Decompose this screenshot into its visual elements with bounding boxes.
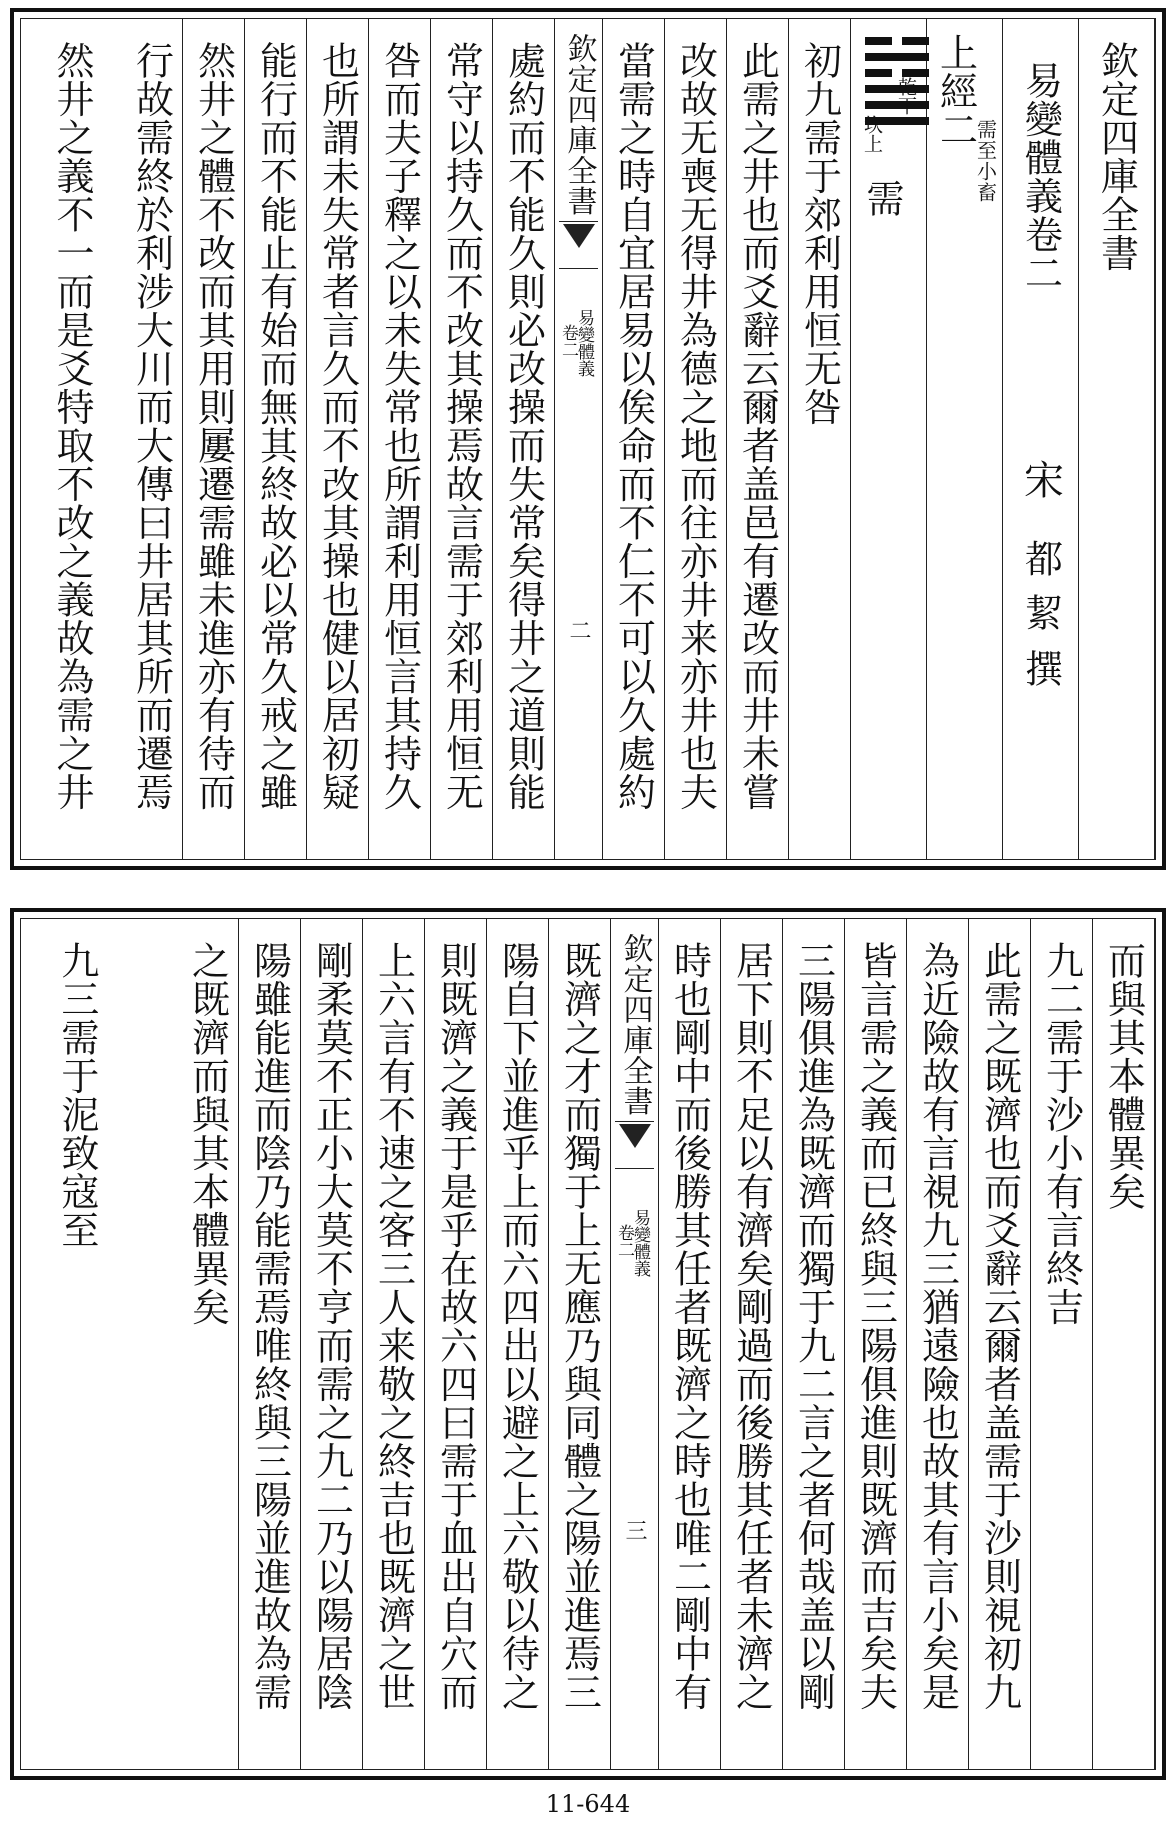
text-column xyxy=(307,19,369,859)
trigram-lower: 乾下 xyxy=(895,77,917,115)
line-1-statement: 初九需于郊利用恒无咎 xyxy=(797,41,842,426)
text-column xyxy=(603,19,665,859)
text-column xyxy=(239,919,301,1769)
text-line: 為近險故有言視九三猶遠險也故其有言小矣是 xyxy=(915,941,960,1711)
spine-page-number: 三 xyxy=(622,1519,647,1541)
spine-column xyxy=(555,19,603,859)
text-line: 皆言需之義而已終與三陽俱進則既濟而吉矣夫 xyxy=(853,941,898,1711)
spine-title: 欽定四庫全書 xyxy=(617,933,653,1116)
text-column xyxy=(177,919,239,1769)
text-line: 居下則不足以有濟矣剛過而後勝其任者未濟之 xyxy=(729,941,774,1711)
text-line: 上六言有不速之客三人来敬之終吉也既濟之世 xyxy=(371,941,416,1711)
text-column xyxy=(363,919,425,1769)
text-column xyxy=(301,919,363,1769)
author-role: 撰 xyxy=(1018,649,1063,688)
text-column xyxy=(549,919,611,1769)
top-page xyxy=(10,8,1166,870)
text-line: 也所謂未失常者言久而不改其操也健以居初疑 xyxy=(315,41,360,811)
text-line: 時也剛中而後勝其任者既濟之時也唯二剛中有 xyxy=(667,941,712,1711)
text-column xyxy=(121,19,183,859)
spine-book: 易變體義 xyxy=(574,309,594,377)
spine-book: 易變體義 xyxy=(630,1209,650,1277)
fish-tail-icon xyxy=(615,1121,654,1169)
text-line: 行故需終於利涉大川而大傳曰井居其所而遷焉 xyxy=(129,41,174,811)
bottom-page xyxy=(10,908,1166,1780)
text-line: 常守以持久而不改其操焉故言需于郊利用恒无 xyxy=(439,41,484,811)
text-column xyxy=(431,19,493,859)
spine-volume: 卷二 xyxy=(614,1224,634,1258)
line-3-column xyxy=(23,919,177,1769)
hexagram-column xyxy=(851,19,927,859)
bottom-page-frame xyxy=(20,918,1156,1770)
spine-volume: 卷二 xyxy=(558,324,578,358)
text-column xyxy=(969,919,1031,1769)
line-1-column xyxy=(789,19,851,859)
author-dynasty: 宋 xyxy=(1017,459,1064,500)
spine-page-number: 二 xyxy=(566,619,591,641)
page-footer-number: 11-644 xyxy=(545,1790,631,1818)
trigram-upper: 坎上 xyxy=(861,115,883,153)
text-line: 之既濟而與其本體異矣 xyxy=(185,941,230,1326)
author-name: 都絜 xyxy=(1018,539,1063,647)
text-line: 此需之既濟也而爻辭云爾者盖需于沙則視初九 xyxy=(977,941,1022,1711)
text-column xyxy=(493,19,555,859)
text-column xyxy=(659,919,721,1769)
section-title: 上經二 xyxy=(933,33,978,149)
section-column xyxy=(927,19,1003,859)
hexagram-name: 需 xyxy=(860,179,904,217)
text-column xyxy=(245,19,307,859)
text-line: 處約而不能久則必改操而失常矣得井之道則能 xyxy=(501,41,546,811)
section-note: 需至小畜 xyxy=(973,119,998,203)
spine-column xyxy=(611,919,659,1769)
line-3-statement: 九三需于泥致寇至 xyxy=(54,941,99,1249)
library-title-column xyxy=(1079,19,1155,859)
text-column xyxy=(845,919,907,1769)
text-line: 三陽俱進為既濟而獨于九二言之者何哉盖以剛 xyxy=(791,941,836,1711)
text-column xyxy=(783,919,845,1769)
text-column xyxy=(425,919,487,1769)
library-title: 欽定四庫全書 xyxy=(1094,41,1139,272)
text-column xyxy=(907,919,969,1769)
text-column xyxy=(23,19,121,859)
text-column xyxy=(721,919,783,1769)
text-line: 陽雖能進而陰乃能需焉唯終與三陽並進故為需 xyxy=(247,941,292,1711)
text-line: 改故无喪无得井為德之地而往亦井来亦井也夫 xyxy=(673,41,718,811)
text-column xyxy=(487,919,549,1769)
text-line: 剛柔莫不正小大莫不亨而需之九二乃以陽居陰 xyxy=(309,941,354,1711)
top-page-frame xyxy=(20,18,1156,860)
text-line: 此需之井也而爻辭云爾者盖邑有遷改而井未嘗 xyxy=(735,41,780,811)
text-line: 當需之時自宜居易以俟命而不仁不可以久處約 xyxy=(611,41,656,811)
text-line: 陽自下並進乎上而六四出以避之上六敬以待之 xyxy=(495,941,540,1711)
line-2-column xyxy=(1031,919,1093,1769)
line-2-statement: 九二需于沙小有言終吉 xyxy=(1039,941,1084,1326)
text-line: 而與其本體異矣 xyxy=(1101,941,1146,1211)
text-line: 能行而不能止有始而無其終故必以常久戒之雖 xyxy=(253,41,298,811)
text-column xyxy=(183,19,245,859)
text-line: 然井之義不一而是爻特取不改之義故為需之井 xyxy=(50,41,94,811)
book-title-column xyxy=(1003,19,1079,859)
text-column xyxy=(665,19,727,859)
text-line: 則既濟之義于是乎在故六四曰需于血出自穴而 xyxy=(433,941,478,1711)
fish-tail-icon xyxy=(559,221,598,269)
spine-title: 欽定四庫全書 xyxy=(561,33,597,216)
text-line: 咎而夫子釋之以未失常也所謂利用恒言其持久 xyxy=(377,41,422,811)
text-line: 然井之體不改而其用則屢遷需雖未進亦有待而 xyxy=(191,41,236,811)
text-line: 既濟之才而獨于上无應乃與同體之陽並進焉三 xyxy=(557,941,602,1711)
text-column xyxy=(727,19,789,859)
text-column xyxy=(369,19,431,859)
book-title: 易變體義卷二 xyxy=(1018,61,1063,292)
text-column xyxy=(1093,919,1155,1769)
